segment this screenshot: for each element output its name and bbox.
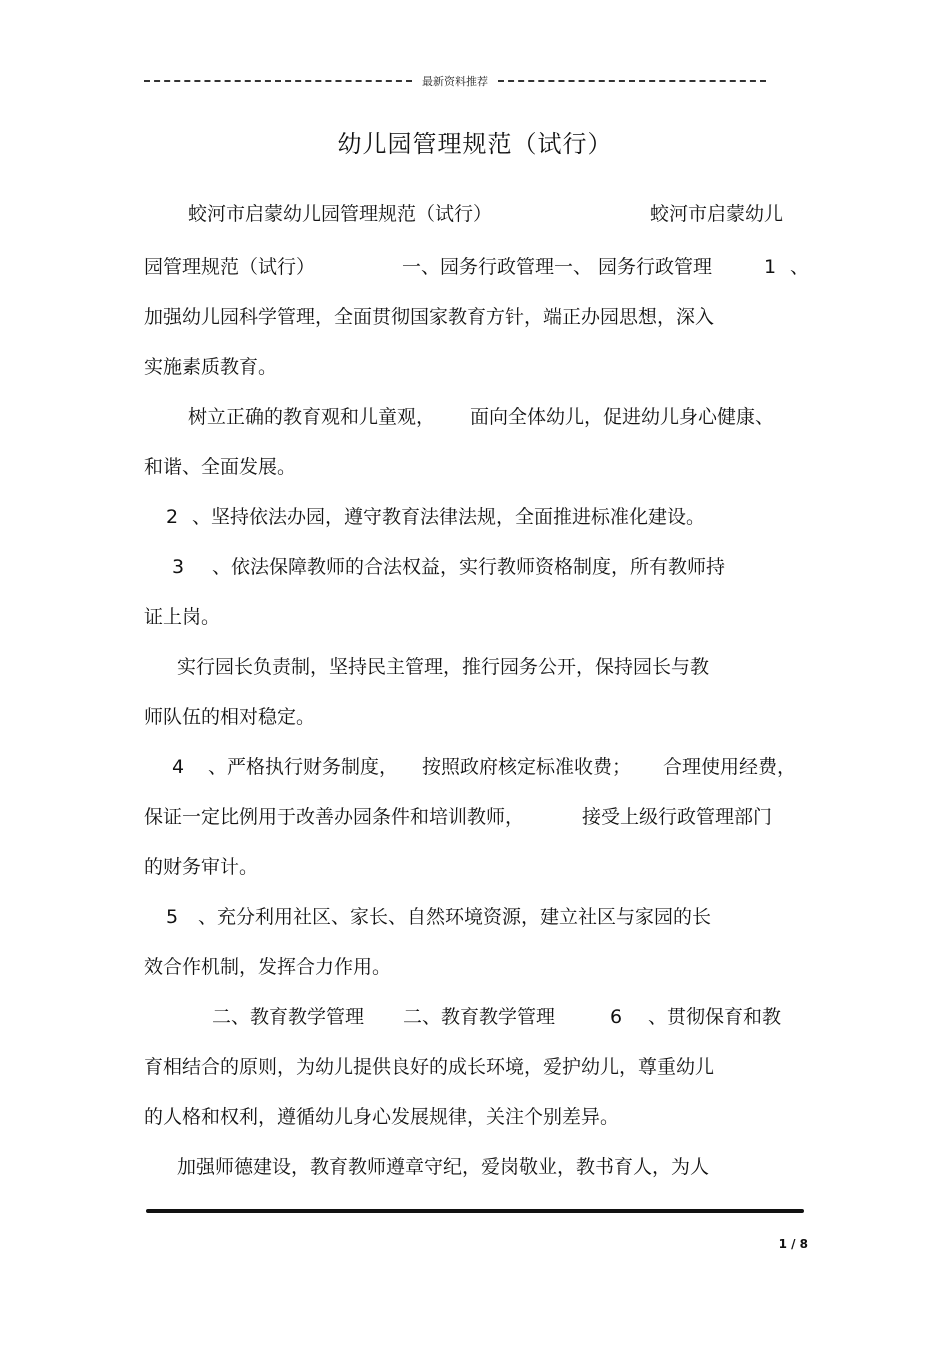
- text-line: 6: [610, 1006, 623, 1028]
- text-line: 合理使用经费，: [663, 756, 797, 778]
- text-line: 蛟河市启蒙幼儿园管理规范（试行）: [188, 203, 493, 225]
- text-line: 、坚持依法办园，遵守教育法律法规，全面推进标准化建设。: [192, 506, 706, 528]
- text-line: 园管理规范（试行）: [144, 256, 316, 278]
- page-number: 1 / 8: [778, 1237, 808, 1251]
- header-dash-left: [144, 80, 412, 82]
- document-title: 幼儿园管理规范（试行）: [337, 130, 613, 158]
- text-line: 接受上级行政管理部门: [582, 806, 773, 828]
- header-dash-right: [498, 80, 766, 82]
- text-line: 5: [166, 906, 179, 928]
- footer-rule: [146, 1209, 804, 1213]
- text-line: 和谐、全面发展。: [144, 456, 297, 478]
- text-line: 二、教育教学管理: [212, 1006, 365, 1028]
- text-line: 实行园长负责制，坚持民主管理，推行园务公开，保持园长与教: [177, 656, 710, 678]
- text-line: 、严格执行财务制度，: [208, 756, 399, 778]
- text-line: 1: [764, 256, 777, 278]
- text-line: 、依法保障教师的合法权益，实行教师资格制度，所有教师持: [212, 556, 726, 578]
- text-line: 4: [172, 756, 185, 778]
- text-line: 实施素质教育。: [144, 356, 278, 378]
- text-line: 证上岗。: [144, 606, 221, 628]
- text-line: 育相结合的原则，为幼儿提供良好的成长环境，爱护幼儿，尊重幼儿: [144, 1056, 715, 1078]
- page-header: [144, 70, 766, 92]
- text-line: 一、园务行政管理一、 园务行政管理: [402, 256, 713, 278]
- text-line: 保证一定比例用于改善办园条件和培训教师，: [144, 806, 525, 828]
- text-line: 面向全体幼儿，促进幼儿身心健康、: [470, 406, 775, 428]
- text-line: 3: [172, 556, 185, 578]
- header-label: 最新资料推荐: [422, 75, 488, 88]
- text-line: 树立正确的教育观和儿童观，: [188, 406, 436, 428]
- text-line: 效合作机制，发挥合力作用。: [144, 956, 392, 978]
- text-line: 二、教育教学管理: [403, 1006, 556, 1028]
- text-line: 的财务审计。: [144, 856, 259, 878]
- text-line: 按照政府核定标准收费；: [422, 756, 632, 778]
- text-line: 的人格和权利，遵循幼儿身心发展规律，关注个别差异。: [144, 1106, 620, 1128]
- text-line: 、贯彻保育和教: [648, 1006, 782, 1028]
- text-line: 蛟河市启蒙幼儿: [650, 203, 784, 225]
- text-line: 2: [166, 506, 179, 528]
- text-line: 、充分利用社区、家长、自然环境资源，建立社区与家园的长: [198, 906, 712, 928]
- text-line: 加强幼儿园科学管理，全面贯彻国家教育方针，端正办园思想，深入: [144, 306, 715, 328]
- text-line: 加强师德建设，教育教师遵章守纪，爱岗敬业，教书育人，为人: [177, 1156, 710, 1178]
- text-line: 师队伍的相对稳定。: [144, 706, 316, 728]
- text-line: 、: [790, 256, 810, 278]
